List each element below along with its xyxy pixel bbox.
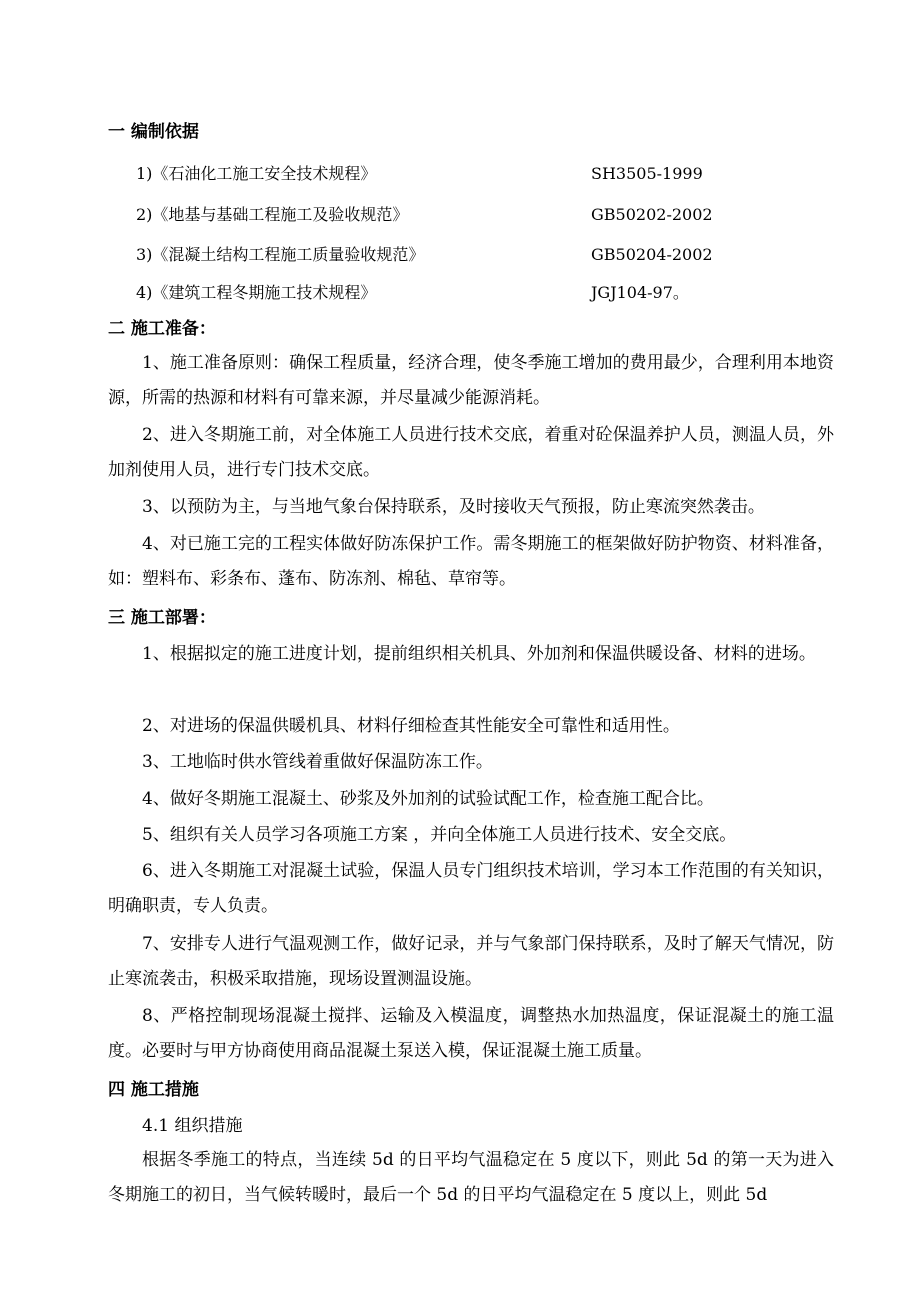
paragraph: 5、组织有关人员学习各项施工方案 ，并向全体施工人员进行技术、安全交底。 bbox=[142, 825, 737, 845]
paragraph: 4、对已施工完的工程实体做好防冻保护工作。需冬期施工的框架做好防护物资、材料准备，如：塑料布、彩条布、蓬布、防冻剂、棉毡、草帘等。 bbox=[108, 534, 834, 589]
paragraph: 2、对进场的保温供暖机具、材料仔细检查其性能安全可靠性和适用性。 bbox=[142, 716, 680, 736]
reference-code: GB50202-2002 bbox=[591, 205, 713, 224]
section-heading-preparation: 二 施工准备： bbox=[108, 319, 216, 339]
reference-code: JGJ104-97。 bbox=[591, 283, 689, 302]
section-heading-deployment: 三 施工部署： bbox=[108, 608, 216, 628]
paragraph: 6、进入冬期施工对混凝土试验，保温人员专门组织技术培训，学习本工作范围的有关知识，明确职责，专人负责。 bbox=[108, 861, 834, 916]
reference-title: 3)《混凝土结构工程施工质量验收规范》 bbox=[136, 245, 425, 264]
subsection-heading: 4.1 组织措施 bbox=[142, 1116, 243, 1136]
paragraph: 7、安排专人进行气温观测工作，做好记录，并与气象部门保持联系，及时了解天气情况，防止寒流袭击，积极采取措施，现场设置测温设施。 bbox=[108, 934, 834, 989]
paragraph: 3、以预防为主，与当地气象台保持联系，及时接收天气预报，防止寒流突然袭击。 bbox=[142, 497, 765, 517]
reference-title: 2)《地基与基础工程施工及验收规范》 bbox=[136, 205, 409, 224]
paragraph: 4、做好冬期施工混凝土、砂浆及外加剂的试验试配工作，检查施工配合比。 bbox=[142, 789, 714, 809]
paragraph: 2、进入冬期施工前，对全体施工人员进行技术交底，着重对砼保温养护人员，测温人员，外加剂使用人员，进行专门技术交底。 bbox=[108, 425, 834, 480]
reference-code: GB50204-2002 bbox=[591, 245, 713, 264]
section-heading-basis: 一 编制依据 bbox=[108, 122, 199, 142]
section-heading-measures: 四 施工措施 bbox=[108, 1080, 199, 1100]
paragraph: 1、施工准备原则：确保工程质量，经济合理，使冬季施工增加的费用最少，合理利用本地资源，所需的热源和材料有可靠来源，并尽量减少能源消耗。 bbox=[108, 353, 834, 408]
paragraph: 根据冬季施工的特点，当连续 5d 的日平均气温稳定在 5 度以下，则此 5d 的第一天为进入冬期施工的初日，当气候转暖时，最后一个 5d 的日平均气温稳定在 5 度以上，则此 5d bbox=[108, 1150, 834, 1205]
paragraph: 3、工地临时供水管线着重做好保温防冻工作。 bbox=[142, 752, 493, 772]
reference-title: 1)《石油化工施工安全技术规程》 bbox=[136, 164, 377, 183]
reference-code: SH3505-1999 bbox=[591, 164, 703, 183]
paragraph: 8、严格控制现场混凝土搅拌、运输及入模温度，调整热水加热温度，保证混凝土的施工温度。必要时与甲方协商使用商品混凝土泵送入模，保证混凝土施工质量。 bbox=[108, 1006, 834, 1061]
reference-title: 4)《建筑工程冬期施工技术规程》 bbox=[136, 283, 377, 302]
paragraph: 1、根据拟定的施工进度计划，提前组织相关机具、外加剂和保温供暖设备、材料的进场。 bbox=[142, 644, 816, 664]
